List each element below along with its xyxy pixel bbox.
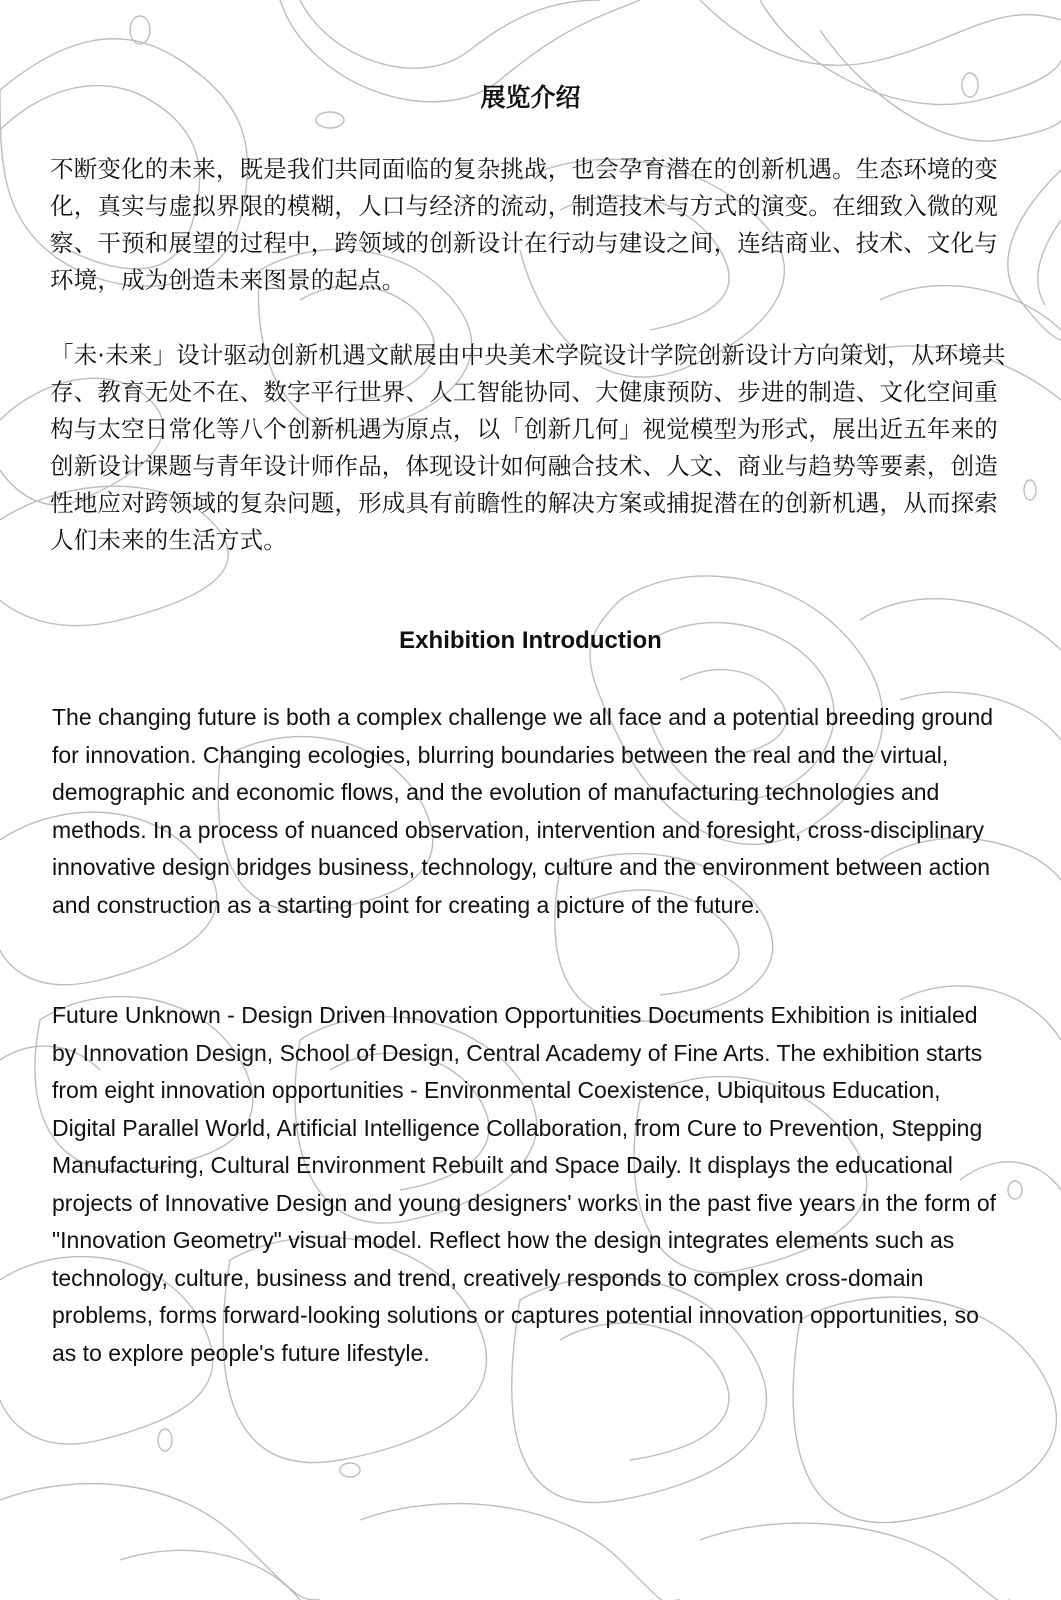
english-paragraph: The changing future is both a complex challenge we all face and a potential breeding ground for innovation. Changing ecologies, blurring boundaries between the real and the virtual, demographic and economic flows, and the evolution of manufacturing technologies and methods. In a process of nuanced observation, intervention and foresight, cross-disciplinary innovative design bridges business, technology, culture and the environment between action and construction as a starting point for creating a picture of the future. (52, 704, 994, 918)
english-paragraph: Future Unknown - Design Driven Innovation Opportunities Documents Exhibition is initialed by Innovation Design, School of Design, Central Academy of Fine Arts. The exhibition starts from eight innovation opportunities - Environmental Coexistence, Ubiquitous Education, Digital Parallel World, Artificial Intelligence Collaboration, from Cure to Prevention, Stepping Manufacturing, Cultural Environment Rebuilt and Space Daily. It displays the educational projects of Innovative Design and young designers' works in the past five years in the form of "Innovation Geometry" visual model. Reflect how the design integrates elements such as technology, culture, business and trend, creatively responds to complex cross-domain problems, forms forward-looking solutions or captures potential innovation opportunities, so as to explore people's future lifestyle. (52, 1002, 997, 1366)
chinese-title: 展览介绍 (480, 83, 581, 112)
english-title: Exhibition Introduction (399, 627, 662, 654)
chinese-paragraph: 不断变化的未来，既是我们共同面临的复杂挑战，也会孕育潜在的创新机遇。生态环境的变化，真实与虚拟界限的模糊，人口与经济的流动，制造技术与方式的演变。在细致入微的观察、干预和展望的过程中，跨领域的创新设计在行动与建设之间，连结商业、技术、文化与环境，成为创造未来图景的起点。 (50, 155, 998, 294)
chinese-paragraph: 「未·未来」设计驱动创新机遇文献展由中央美术学院设计学院创新设计方向策划，从环境共存、教育无处不在、数字平行世界、人工智能协同、大健康预防、步进的制造、文化空间重构与太空日常化等八个创新机遇为原点，以「创新几何」视觉模型为形式，展出近五年来的创新设计课题与青年设计师作品，体现设计如何融合技术、人文、商业与趋势等要素，创造性地应对跨领域的复杂问题，形成具有前瞻性的解决方案或捕捉潜在的创新机遇，从而探索人们未来的生活方式。 (50, 341, 1006, 554)
